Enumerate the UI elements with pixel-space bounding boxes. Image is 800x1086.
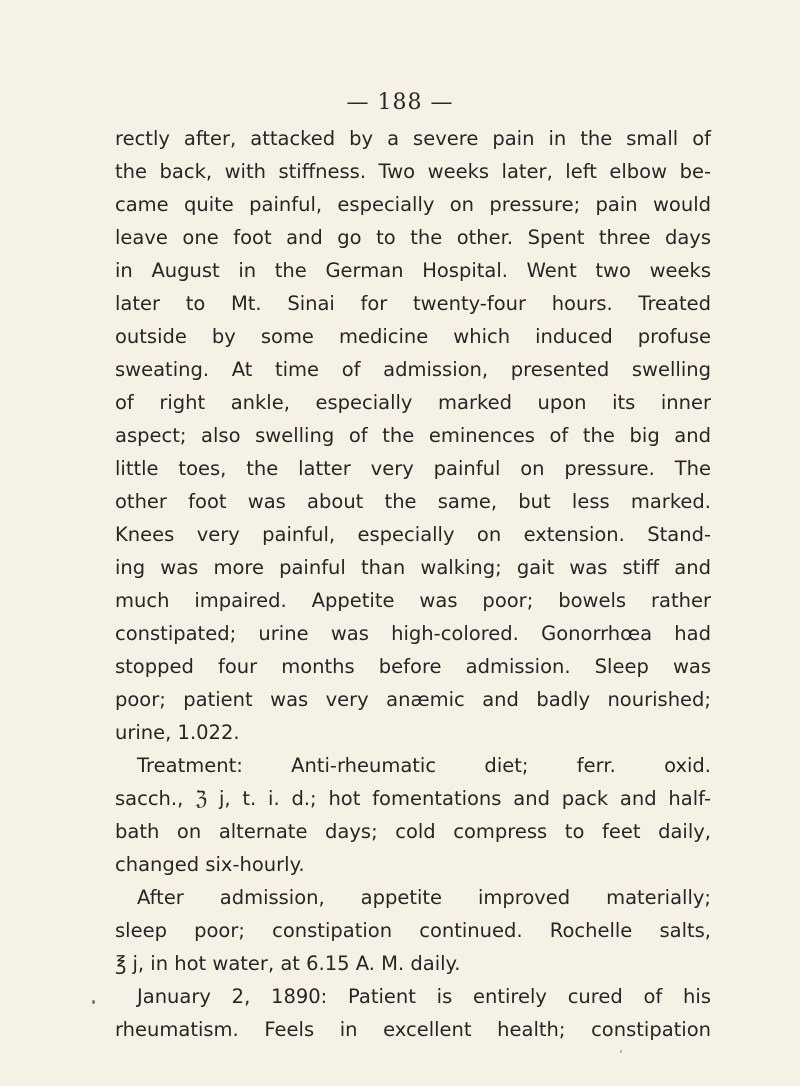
text-line: stopped four months before admission. Sleep was [115, 655, 711, 678]
text-line: bath on alternate days; cold compress to feet daily, [115, 820, 711, 843]
text-line: January 2, 1890: Patient is entirely cured of his [137, 985, 711, 1008]
text-line: much impaired. Appetite was poor; bowels rather [115, 589, 711, 612]
text-line: After admission, appetite improved materially; [137, 886, 711, 909]
text-line: little toes, the latter very painful on pressure. The [115, 457, 711, 480]
text-line: came quite painful, especially on pressure; pain would [115, 193, 711, 216]
page-number: — 188 — [346, 90, 454, 115]
paper-speck [92, 1000, 95, 1004]
text-line: Knees very painful, especially on extension. Stand- [115, 523, 711, 546]
text-line: outside by some medicine which induced profuse [115, 325, 711, 348]
text-line: rectly after, attacked by a severe pain in the small of [115, 127, 711, 150]
text-line: in August in the German Hospital. Went two weeks [115, 259, 711, 282]
text-line: aspect; also swelling of the eminences of the big and [115, 424, 711, 447]
text-line: poor; patient was very anæmic and badly nourished; [115, 688, 711, 711]
text-line: sweating. At time of admission, presented swelling [115, 358, 711, 381]
text-line: the back, with stiffness. Two weeks later, left elbow be- [115, 160, 711, 183]
text-line: changed six-hourly. [115, 853, 305, 876]
paper-speck [620, 1050, 622, 1053]
text-line: rheumatism. Feels in excellent health; constipation [115, 1018, 711, 1041]
text-line: urine, 1.022. [115, 721, 240, 744]
text-line: Treatment: Anti-rheumatic diet; ferr. oxid. [137, 754, 711, 777]
text-line: leave one foot and go to the other. Spent three days [115, 226, 711, 249]
text-line: ing was more painful than walking; gait was stiff and [115, 556, 711, 579]
text-line: of right ankle, especially marked upon its inner [115, 391, 711, 414]
text-line: constipated; urine was high-colored. Gonorrhœa had [115, 622, 711, 645]
text-line: ℥ j, in hot water, at 6.15 A. M. daily. [115, 952, 461, 975]
text-line: sacch., ℨ j, t. i. d.; hot fomentations and pack and half- [115, 787, 711, 810]
text-line: later to Mt. Sinai for twenty-four hours. Treated [115, 292, 711, 315]
text-line: other foot was about the same, but less marked. [115, 490, 711, 513]
body-text [115, 122, 711, 1046]
text-line: sleep poor; constipation continued. Rochelle salts, [115, 919, 711, 942]
